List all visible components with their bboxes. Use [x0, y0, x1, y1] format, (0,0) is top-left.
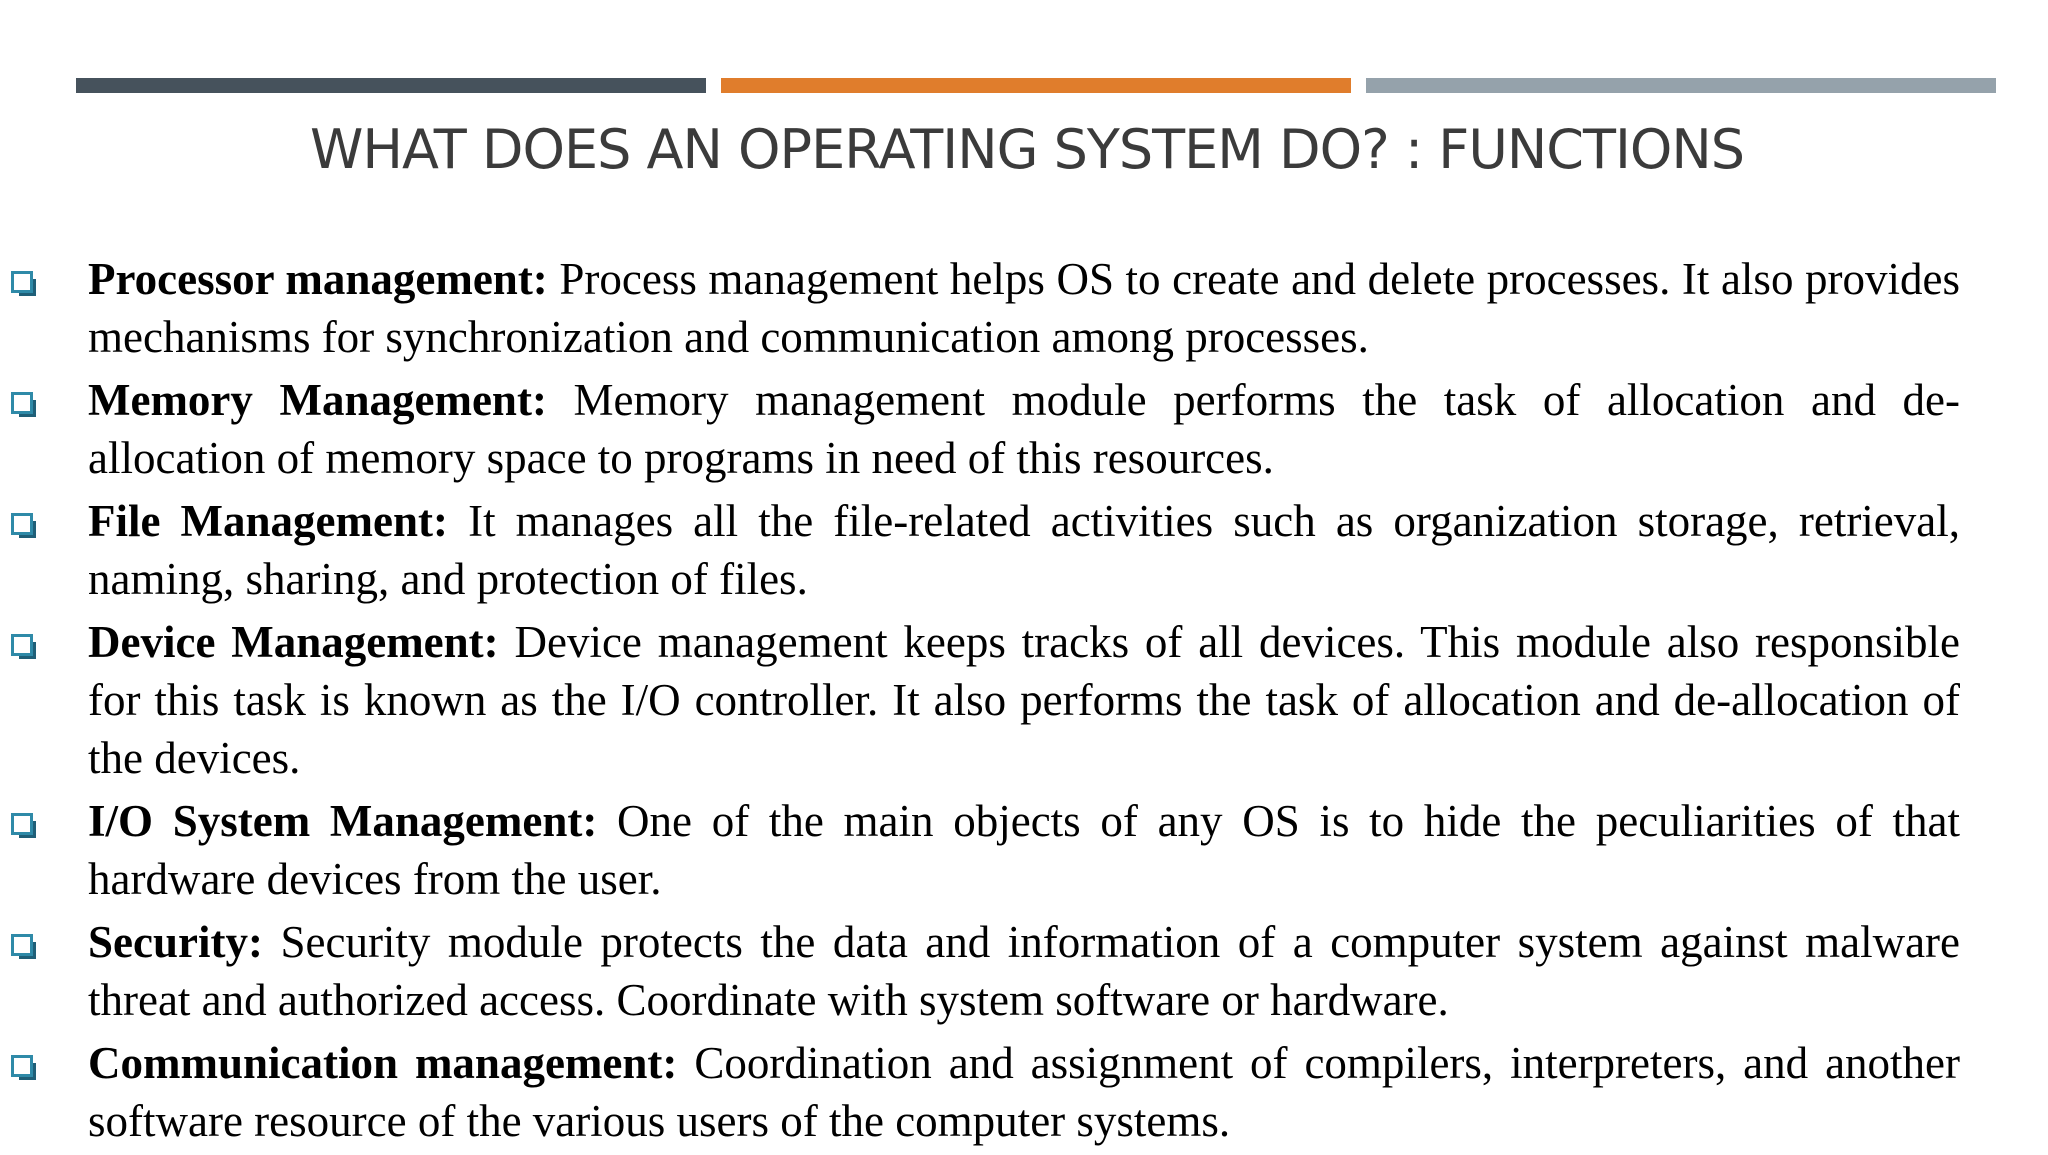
list-item-security — [0, 913, 1960, 1029]
function-term: Security: — [88, 917, 263, 967]
square-bullet-icon — [11, 813, 37, 839]
slide-title: WHAT DOES AN OPERATING SYSTEM DO? : FUNCTIONS — [310, 118, 1745, 181]
function-description: One of the main objects of any OS is to hide the peculiarities of that hardware devices from the user. — [88, 796, 1960, 904]
function-description: Process management helps OS to create and delete processes. It also provides mechanisms for synchronization and communication among processes. — [88, 254, 1960, 362]
list-item-communication-management — [0, 1034, 1960, 1150]
functions-list — [0, 250, 2048, 1155]
accent-bar-dark — [76, 78, 706, 93]
list-item-io-system-management — [0, 792, 1960, 908]
list-item-device-management — [0, 613, 1960, 787]
function-term: I/O System Management: — [88, 796, 598, 846]
square-bullet-icon — [11, 934, 37, 960]
function-term: File Management: — [88, 496, 448, 546]
function-description: Memory management module performs the task of allocation and de-allocation of memory space to programs in need of this resources. — [88, 375, 1961, 483]
square-bullet-icon — [11, 513, 37, 539]
list-item-processor-management — [0, 250, 1960, 366]
square-bullet-icon — [11, 634, 37, 660]
function-term: Memory Management: — [88, 375, 547, 425]
function-description: Security module protects the data and information of a computer system against malware threat and authorized access. Coordinate with system software or hardware. — [88, 917, 1961, 1025]
square-bullet-icon — [11, 392, 37, 418]
function-term: Device Management: — [88, 617, 499, 667]
list-item-memory-management — [0, 371, 1960, 487]
function-description: Device management keeps tracks of all devices. This module also responsible for this task is known as the I/O controller. It also performs the task of allocation and de-allocation of the devices. — [88, 617, 1960, 783]
function-description: Coordination and assignment of compilers, interpreters, and another software resource of the various users of the computer systems. — [88, 1038, 1961, 1146]
accent-bar-gray — [1366, 78, 1996, 93]
function-term: Communication management: — [88, 1038, 678, 1088]
function-term: Processor management: — [88, 254, 548, 304]
square-bullet-icon — [11, 271, 37, 297]
square-bullet-icon — [11, 1055, 37, 1081]
list-item-file-management — [0, 492, 1960, 608]
function-description: It manages all the file-related activities such as organization storage, retrieval, naming, sharing, and protection of files. — [88, 496, 1961, 604]
accent-bar-orange — [721, 78, 1351, 93]
